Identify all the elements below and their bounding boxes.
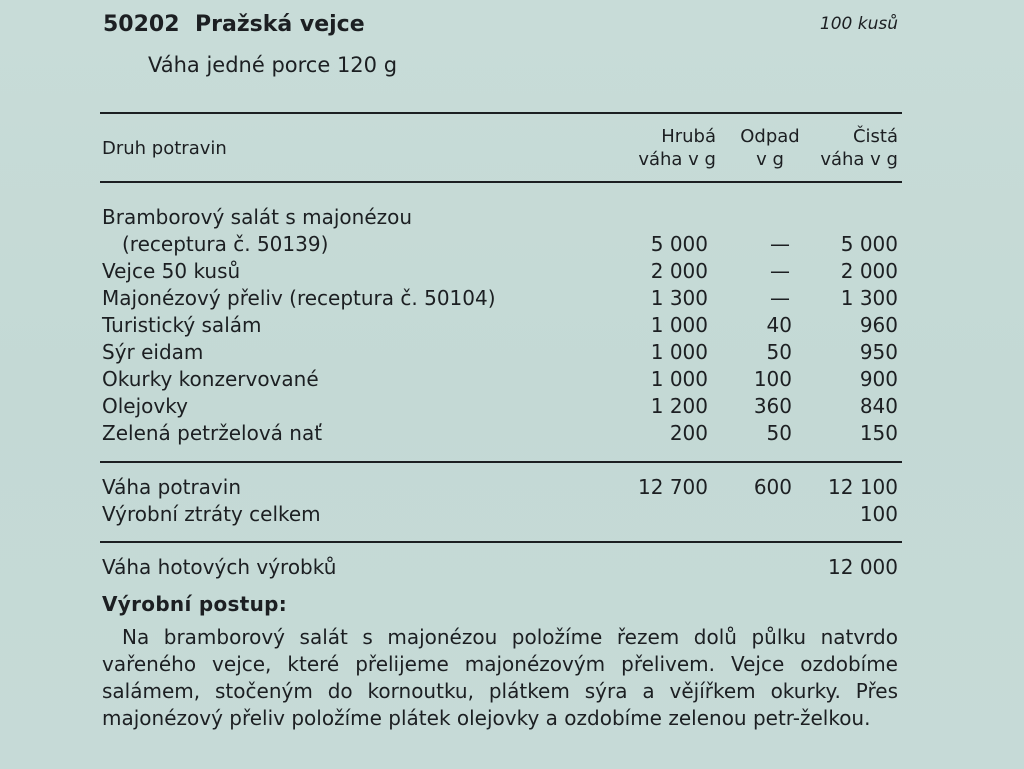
header-net-2: váha v g xyxy=(820,149,898,170)
row-net: 100 xyxy=(859,502,898,526)
row-net: 12 100 xyxy=(828,475,898,499)
procedure-text: Na bramborový salát s majonézou položíme řezem dolů půlku natvrdo vařeného vejce, které přelijeme majonézovým přelivem. Vejce ozdobíme salámem, stočeným do kornoutku, plátkem sýra a vějířkem okurky. Přes majonézový přeliv položíme plátek olejovky a ozdobíme zelenou petr-želkou. xyxy=(102,625,898,730)
row-gross: 1 200 xyxy=(650,394,708,418)
final-top-rule xyxy=(100,541,902,543)
header-gross-2: váha v g xyxy=(638,149,716,170)
row-name: Výrobní ztráty celkem xyxy=(102,502,321,526)
table-top-rule xyxy=(100,112,902,114)
row-waste: 50 xyxy=(766,340,792,364)
row-name: Sýr eidam xyxy=(102,340,204,364)
row-name: Majonézový přeliv (receptura č. 50104) xyxy=(102,286,496,310)
row-net: 960 xyxy=(859,313,898,337)
table-row xyxy=(0,231,1024,258)
row-net: 12 000 xyxy=(828,555,898,579)
row-name: Bramborový salát s majonézou xyxy=(102,205,413,229)
row-gross: 1 300 xyxy=(650,286,708,310)
row-waste: 40 xyxy=(766,313,792,337)
row-name: Zelená petrželová nať xyxy=(102,421,323,445)
row-name: Váha hotových výrobků xyxy=(102,555,337,579)
header-waste-2: v g xyxy=(756,149,784,170)
header-net-1: Čistá xyxy=(852,126,898,147)
final-row xyxy=(0,554,1024,581)
row-waste: — xyxy=(770,286,790,310)
row-net: 900 xyxy=(859,367,898,391)
row-gross: 5 000 xyxy=(650,232,708,256)
table-row xyxy=(0,258,1024,285)
row-net: 840 xyxy=(859,394,898,418)
row-gross: 1 000 xyxy=(650,340,708,364)
row-net: 150 xyxy=(859,421,898,445)
row-waste: — xyxy=(770,259,790,283)
table-row xyxy=(0,366,1024,393)
table-row xyxy=(0,393,1024,420)
row-net: 1 300 xyxy=(840,286,898,310)
table-row xyxy=(0,204,1024,231)
row-gross: 1 000 xyxy=(650,313,708,337)
totals-row xyxy=(0,501,1024,528)
recipe-quantity: 100 kusů xyxy=(819,14,898,34)
recipe-code: 50202 xyxy=(103,12,180,37)
table-row xyxy=(0,285,1024,312)
row-waste: 600 xyxy=(753,475,792,499)
row-waste: 360 xyxy=(753,394,792,418)
row-name: Okurky konzervované xyxy=(102,367,319,391)
table-row xyxy=(0,339,1024,366)
row-waste: 50 xyxy=(766,421,792,445)
row-name: Váha potravin xyxy=(102,475,241,499)
row-waste: 100 xyxy=(753,367,792,391)
header-gross-1: Hrubá xyxy=(661,126,716,147)
row-name: Vejce 50 kusů xyxy=(102,259,241,283)
row-net: 5 000 xyxy=(840,232,898,256)
totals-top-rule xyxy=(100,461,902,463)
row-waste: — xyxy=(770,232,790,256)
row-name: Turistický salám xyxy=(102,313,262,337)
table-row xyxy=(0,420,1024,447)
table-row xyxy=(0,312,1024,339)
totals-row xyxy=(0,474,1024,501)
row-name: (receptura č. 50139) xyxy=(122,232,329,256)
row-gross: 2 000 xyxy=(650,259,708,283)
header-bottom-rule xyxy=(100,181,902,183)
header-waste-1: Odpad xyxy=(740,126,800,147)
row-net: 2 000 xyxy=(840,259,898,283)
row-net: 950 xyxy=(859,340,898,364)
recipe-title: Pražská vejce xyxy=(195,12,365,37)
row-name: Olejovky xyxy=(102,394,188,418)
header-item: Druh potravin xyxy=(102,138,227,159)
row-gross: 200 xyxy=(669,421,708,445)
portion-weight: Váha jedné porce 120 g xyxy=(148,53,398,77)
row-gross: 1 000 xyxy=(650,367,708,391)
procedure-label: Výrobní postup: xyxy=(102,592,288,616)
row-gross: 12 700 xyxy=(638,475,708,499)
